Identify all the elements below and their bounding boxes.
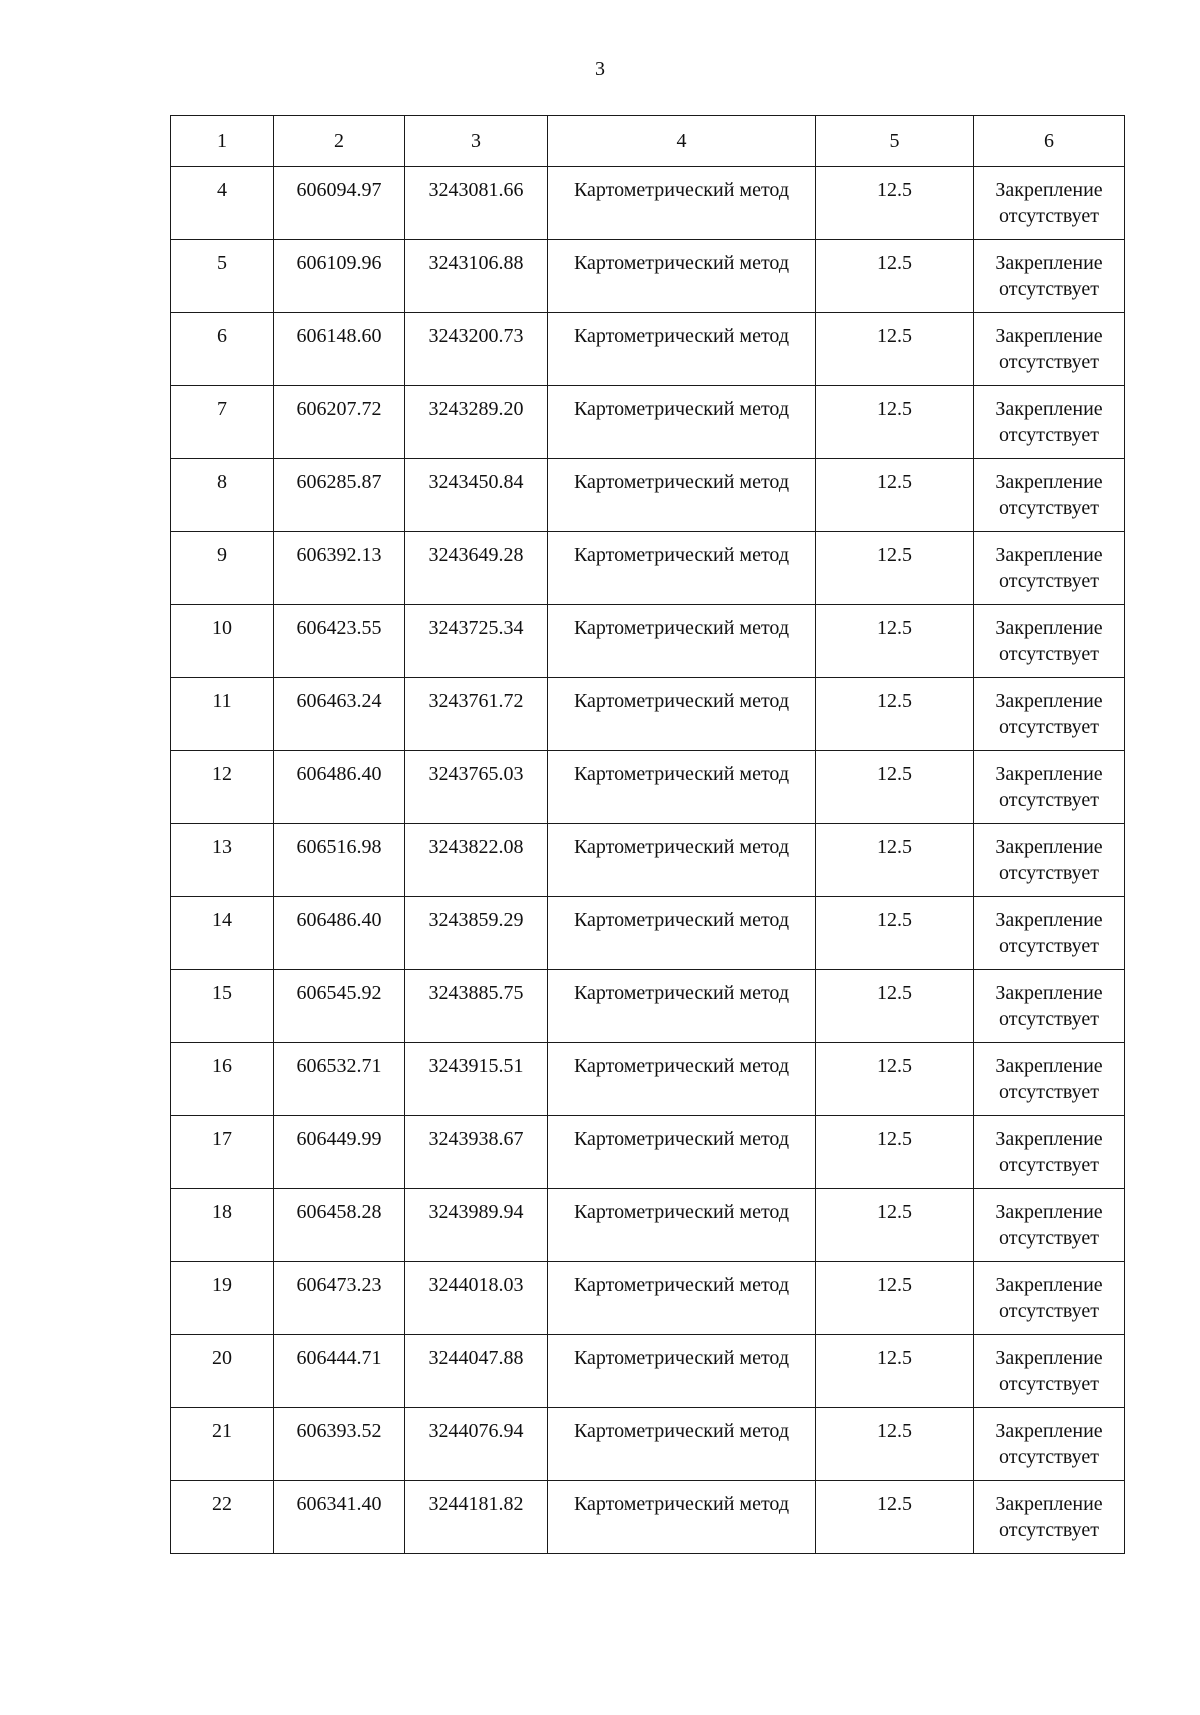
fixing-text-line-1: Закрепление (995, 1128, 1103, 1150)
accuracy-cell: 12.5 (816, 240, 974, 313)
method-cell: Картометрический метод (548, 240, 816, 313)
method-cell: Картометрический метод (548, 970, 816, 1043)
point-number-cell: 7 (171, 386, 274, 459)
fixing-text-line-2: отсутствует (998, 1227, 1100, 1249)
coordinates-table (170, 115, 1125, 1554)
method-cell: Картометрический метод (548, 313, 816, 386)
fixing-text-line-2: отсутствует (998, 1154, 1100, 1176)
method-cell: Картометрический метод (548, 167, 816, 240)
method-cell: Картометрический метод (548, 1043, 816, 1116)
fixing-text-line-2: отсутствует (998, 1446, 1100, 1468)
table-row (171, 897, 1125, 970)
table-row (171, 386, 1125, 459)
method-cell: Картометрический метод (548, 1262, 816, 1335)
method-cell: Картометрический метод (548, 386, 816, 459)
accuracy-cell: 12.5 (816, 970, 974, 1043)
point-number-cell: 16 (171, 1043, 274, 1116)
x-coordinate-cell: 606094.97 (274, 167, 405, 240)
accuracy-cell: 12.5 (816, 1335, 974, 1408)
accuracy-cell: 12.5 (816, 167, 974, 240)
fixing-text-line-2: отсутствует (998, 643, 1100, 665)
table-row (171, 1116, 1125, 1189)
fixing-text-line-1: Закрепление (995, 617, 1103, 639)
header-cell-2: 2 (274, 116, 405, 167)
fixing-text-line-1: Закрепление (995, 1493, 1103, 1515)
fixing-cell (974, 240, 1125, 313)
fixing-text-line-2: отсутствует (998, 278, 1100, 300)
fixing-text-line-1: Закрепление (995, 325, 1103, 347)
header-cell-6: 6 (974, 116, 1125, 167)
x-coordinate-cell: 606392.13 (274, 532, 405, 605)
fixing-text-line-1: Закрепление (995, 252, 1103, 274)
y-coordinate-cell: 3243822.08 (405, 824, 548, 897)
point-number-cell: 19 (171, 1262, 274, 1335)
table-row (171, 240, 1125, 313)
fixing-cell (974, 897, 1125, 970)
fixing-text-line-1: Закрепление (995, 1347, 1103, 1369)
fixing-cell (974, 1481, 1125, 1554)
fixing-text-line-1: Закрепление (995, 544, 1103, 566)
fixing-cell (974, 1189, 1125, 1262)
y-coordinate-cell: 3243200.73 (405, 313, 548, 386)
point-number-cell: 11 (171, 678, 274, 751)
y-coordinate-cell: 3243081.66 (405, 167, 548, 240)
fixing-cell (974, 1408, 1125, 1481)
accuracy-cell: 12.5 (816, 459, 974, 532)
point-number-cell: 14 (171, 897, 274, 970)
fixing-text-line-2: отсутствует (998, 570, 1100, 592)
accuracy-cell: 12.5 (816, 751, 974, 824)
table-row (171, 970, 1125, 1043)
table-row (171, 1335, 1125, 1408)
point-number-cell: 20 (171, 1335, 274, 1408)
accuracy-cell: 12.5 (816, 532, 974, 605)
accuracy-cell: 12.5 (816, 386, 974, 459)
accuracy-cell: 12.5 (816, 1262, 974, 1335)
x-coordinate-cell: 606207.72 (274, 386, 405, 459)
fixing-cell (974, 167, 1125, 240)
fixing-cell (974, 824, 1125, 897)
fixing-text-line-1: Закрепление (995, 471, 1103, 493)
fixing-text-line-2: отсутствует (998, 716, 1100, 738)
fixing-cell (974, 678, 1125, 751)
x-coordinate-cell: 606516.98 (274, 824, 405, 897)
method-cell: Картометрический метод (548, 532, 816, 605)
method-cell: Картометрический метод (548, 459, 816, 532)
fixing-text-line-1: Закрепление (995, 398, 1103, 420)
fixing-cell (974, 386, 1125, 459)
y-coordinate-cell: 3243765.03 (405, 751, 548, 824)
point-number-cell: 9 (171, 532, 274, 605)
y-coordinate-cell: 3243859.29 (405, 897, 548, 970)
header-cell-3: 3 (405, 116, 548, 167)
x-coordinate-cell: 606473.23 (274, 1262, 405, 1335)
method-cell: Картометрический метод (548, 1481, 816, 1554)
table-row (171, 313, 1125, 386)
accuracy-cell: 12.5 (816, 313, 974, 386)
point-number-cell: 8 (171, 459, 274, 532)
fixing-text-line-1: Закрепление (995, 763, 1103, 785)
method-cell: Картометрический метод (548, 751, 816, 824)
fixing-cell (974, 1116, 1125, 1189)
x-coordinate-cell: 606545.92 (274, 970, 405, 1043)
fixing-text-line-2: отсутствует (998, 1373, 1100, 1395)
x-coordinate-cell: 606341.40 (274, 1481, 405, 1554)
accuracy-cell: 12.5 (816, 824, 974, 897)
table-header (171, 116, 1125, 167)
x-coordinate-cell: 606486.40 (274, 751, 405, 824)
y-coordinate-cell: 3243761.72 (405, 678, 548, 751)
method-cell: Картометрический метод (548, 678, 816, 751)
header-cell-4: 4 (548, 116, 816, 167)
fixing-text-line-2: отсутствует (998, 862, 1100, 884)
accuracy-cell: 12.5 (816, 1116, 974, 1189)
x-coordinate-cell: 606444.71 (274, 1335, 405, 1408)
x-coordinate-cell: 606532.71 (274, 1043, 405, 1116)
table-row (171, 751, 1125, 824)
method-cell: Картометрический метод (548, 605, 816, 678)
y-coordinate-cell: 3243649.28 (405, 532, 548, 605)
fixing-text-line-2: отсутствует (998, 205, 1100, 227)
accuracy-cell: 12.5 (816, 1043, 974, 1116)
fixing-text-line-1: Закрепление (995, 1274, 1103, 1296)
y-coordinate-cell: 3244181.82 (405, 1481, 548, 1554)
fixing-cell (974, 459, 1125, 532)
fixing-cell (974, 313, 1125, 386)
fixing-cell (974, 1335, 1125, 1408)
y-coordinate-cell: 3243450.84 (405, 459, 548, 532)
fixing-text-line-1: Закрепление (995, 690, 1103, 712)
fixing-text-line-2: отсутствует (998, 1519, 1100, 1541)
fixing-text-line-1: Закрепление (995, 982, 1103, 1004)
accuracy-cell: 12.5 (816, 1408, 974, 1481)
x-coordinate-cell: 606486.40 (274, 897, 405, 970)
y-coordinate-cell: 3243915.51 (405, 1043, 548, 1116)
y-coordinate-cell: 3244076.94 (405, 1408, 548, 1481)
point-number-cell: 4 (171, 167, 274, 240)
header-cell-5: 5 (816, 116, 974, 167)
fixing-text-line-1: Закрепление (995, 1055, 1103, 1077)
fixing-cell (974, 532, 1125, 605)
method-cell: Картометрический метод (548, 1335, 816, 1408)
y-coordinate-cell: 3244047.88 (405, 1335, 548, 1408)
point-number-cell: 17 (171, 1116, 274, 1189)
header-cell-1: 1 (171, 116, 274, 167)
point-number-cell: 6 (171, 313, 274, 386)
accuracy-cell: 12.5 (816, 605, 974, 678)
accuracy-cell: 12.5 (816, 1189, 974, 1262)
fixing-text-line-2: отсутствует (998, 351, 1100, 373)
y-coordinate-cell: 3243989.94 (405, 1189, 548, 1262)
accuracy-cell: 12.5 (816, 678, 974, 751)
fixing-cell (974, 1262, 1125, 1335)
method-cell: Картометрический метод (548, 1189, 816, 1262)
x-coordinate-cell: 606423.55 (274, 605, 405, 678)
x-coordinate-cell: 606449.99 (274, 1116, 405, 1189)
x-coordinate-cell: 606458.28 (274, 1189, 405, 1262)
accuracy-cell: 12.5 (816, 897, 974, 970)
table-row (171, 1189, 1125, 1262)
table-row (171, 605, 1125, 678)
method-cell: Картометрический метод (548, 1408, 816, 1481)
fixing-text-line-1: Закрепление (995, 909, 1103, 931)
fixing-text-line-2: отсутствует (998, 1300, 1100, 1322)
x-coordinate-cell: 606463.24 (274, 678, 405, 751)
y-coordinate-cell: 3243106.88 (405, 240, 548, 313)
point-number-cell: 12 (171, 751, 274, 824)
fixing-cell (974, 1043, 1125, 1116)
y-coordinate-cell: 3244018.03 (405, 1262, 548, 1335)
point-number-cell: 18 (171, 1189, 274, 1262)
header-row (171, 116, 1125, 167)
table-row (171, 1408, 1125, 1481)
fixing-text-line-2: отсутствует (998, 789, 1100, 811)
fixing-cell (974, 605, 1125, 678)
method-cell: Картометрический метод (548, 824, 816, 897)
x-coordinate-cell: 606148.60 (274, 313, 405, 386)
fixing-text-line-2: отсутствует (998, 1081, 1100, 1103)
y-coordinate-cell: 3243938.67 (405, 1116, 548, 1189)
fixing-text-line-1: Закрепление (995, 1201, 1103, 1223)
fixing-cell (974, 970, 1125, 1043)
table-row (171, 459, 1125, 532)
point-number-cell: 15 (171, 970, 274, 1043)
table-row (171, 1262, 1125, 1335)
y-coordinate-cell: 3243289.20 (405, 386, 548, 459)
x-coordinate-cell: 606109.96 (274, 240, 405, 313)
table-row (171, 1043, 1125, 1116)
point-number-cell: 21 (171, 1408, 274, 1481)
page-number: 3 (595, 58, 605, 80)
fixing-text-line-1: Закрепление (995, 836, 1103, 858)
table-row (171, 167, 1125, 240)
point-number-cell: 13 (171, 824, 274, 897)
x-coordinate-cell: 606393.52 (274, 1408, 405, 1481)
point-number-cell: 5 (171, 240, 274, 313)
method-cell: Картометрический метод (548, 1116, 816, 1189)
point-number-cell: 22 (171, 1481, 274, 1554)
table-row (171, 824, 1125, 897)
fixing-text-line-1: Закрепление (995, 179, 1103, 201)
table-body (171, 167, 1125, 1554)
y-coordinate-cell: 3243885.75 (405, 970, 548, 1043)
fixing-cell (974, 751, 1125, 824)
table-row (171, 678, 1125, 751)
fixing-text-line-2: отсутствует (998, 424, 1100, 446)
accuracy-cell: 12.5 (816, 1481, 974, 1554)
method-cell: Картометрический метод (548, 897, 816, 970)
fixing-text-line-1: Закрепление (995, 1420, 1103, 1442)
fixing-text-line-2: отсутствует (998, 935, 1100, 957)
fixing-text-line-2: отсутствует (998, 497, 1100, 519)
table-row (171, 532, 1125, 605)
table-row (171, 1481, 1125, 1554)
fixing-text-line-2: отсутствует (998, 1008, 1100, 1030)
y-coordinate-cell: 3243725.34 (405, 605, 548, 678)
x-coordinate-cell: 606285.87 (274, 459, 405, 532)
point-number-cell: 10 (171, 605, 274, 678)
